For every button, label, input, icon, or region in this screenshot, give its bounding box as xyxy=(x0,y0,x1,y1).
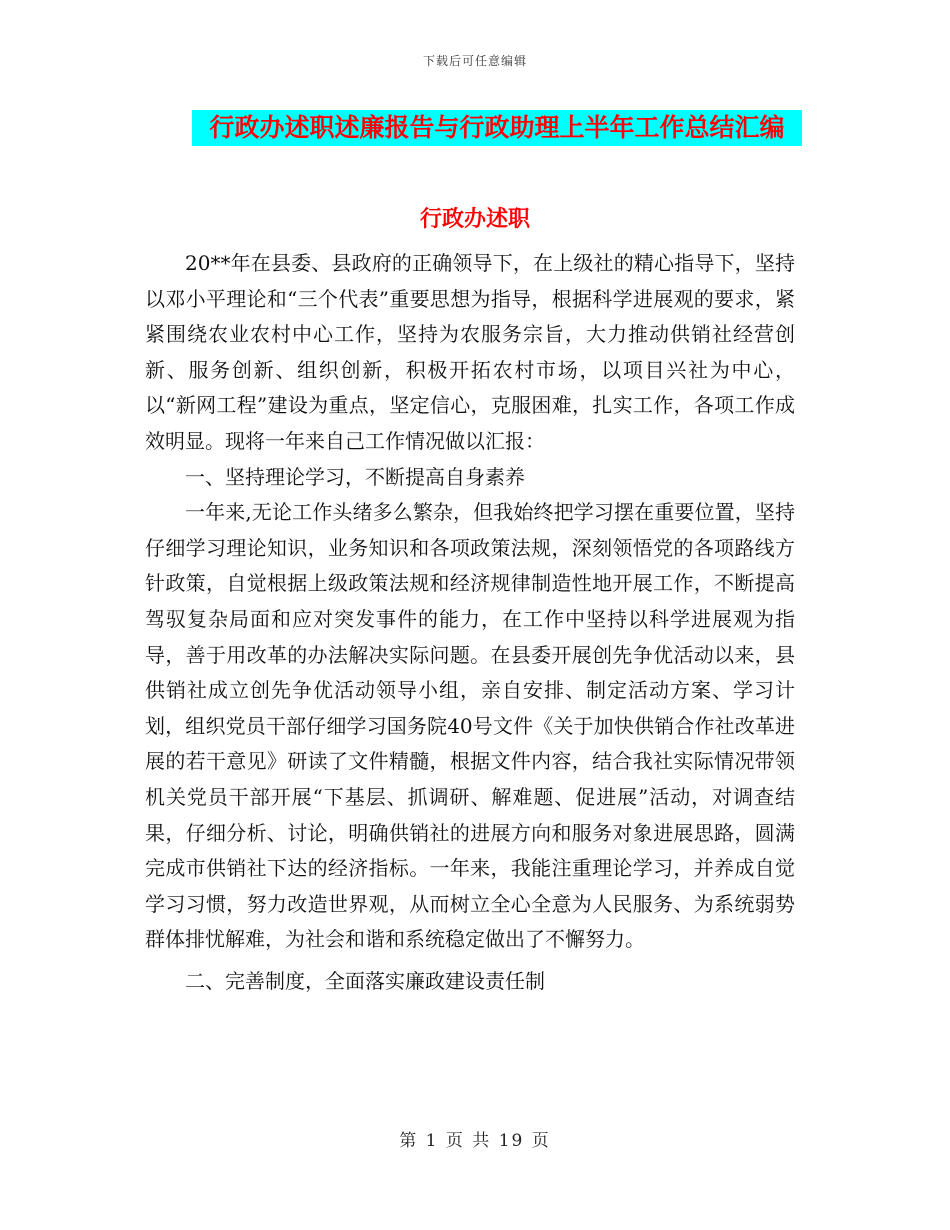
download-note: 下载后可任意编辑 xyxy=(422,54,527,68)
section-title: 行政办述职 xyxy=(419,207,530,232)
page-number: 第 1 页 共 19 页 xyxy=(399,1131,551,1151)
heading-improve-system: 二、完善制度，全面落实廉政建设责任制 xyxy=(185,968,545,993)
heading-theory-study: 一、坚持理论学习，不断提高自身素养 xyxy=(185,464,525,489)
document-title: 行政办述职述廉报告与行政助理上半年工作总结汇编 xyxy=(209,113,785,142)
paragraph-intro: 20**年在县委、县政府的正确领导下，在上级社的精心指导下，坚持以邓小平理论和“三个代表”重要思想为指导，根据科学进展观的要求，紧紧围绕农业农村中心工作，坚持为农服务宗旨，大力推动供销社经营创新、服务创新、组织创新，积极开拓农村市场，以项目兴社为中心，以“新网工程”建设为重点，坚定信心，克服困难，扎实工作，各项工作成效明显。现将一年来自己工作情况做以汇报： xyxy=(145,251,795,453)
paragraph-theory-study: 一年来,无论工作头绪多么繁杂，但我始终把学习摆在重要位置，坚持仔细学习理论知识，业务知识和各项政策法规，深刻领悟党的各项路线方针政策，自觉根据上级政策法规和经济规律制造性地开展工作，不断提高驾驭复杂局面和应对突发事件的能力，在工作中坚持以科学进展观为指导，善于用改革的办法解决实际问题。在县委开展创先争优活动以来，县供销社成立创先争优活动领导小组，亲自安排、制定活动方案、学习计划，组织党员干部仔细学习国务院40号文件《关于加快供销合作社改革进展的若干意见》研读了文件精髓，根据文件内容，结合我社实际情况带领机关党员干部开展“下基层、抓调研、解难题、促进展”活动，对调查结果，仔细分析、讨论，明确供销社的进展方向和服务对象进展思路，圆满完成市供销社下达的经济指标。一年来，我能注重理论学习，并养成自觉学习习惯，努力改造世界观，从而树立全心全意为人民服务、为系统弱势群体排忧解难，为社会和谐和系统稳定做出了不懈努力。 xyxy=(145,500,795,952)
document-body xyxy=(145,246,795,999)
